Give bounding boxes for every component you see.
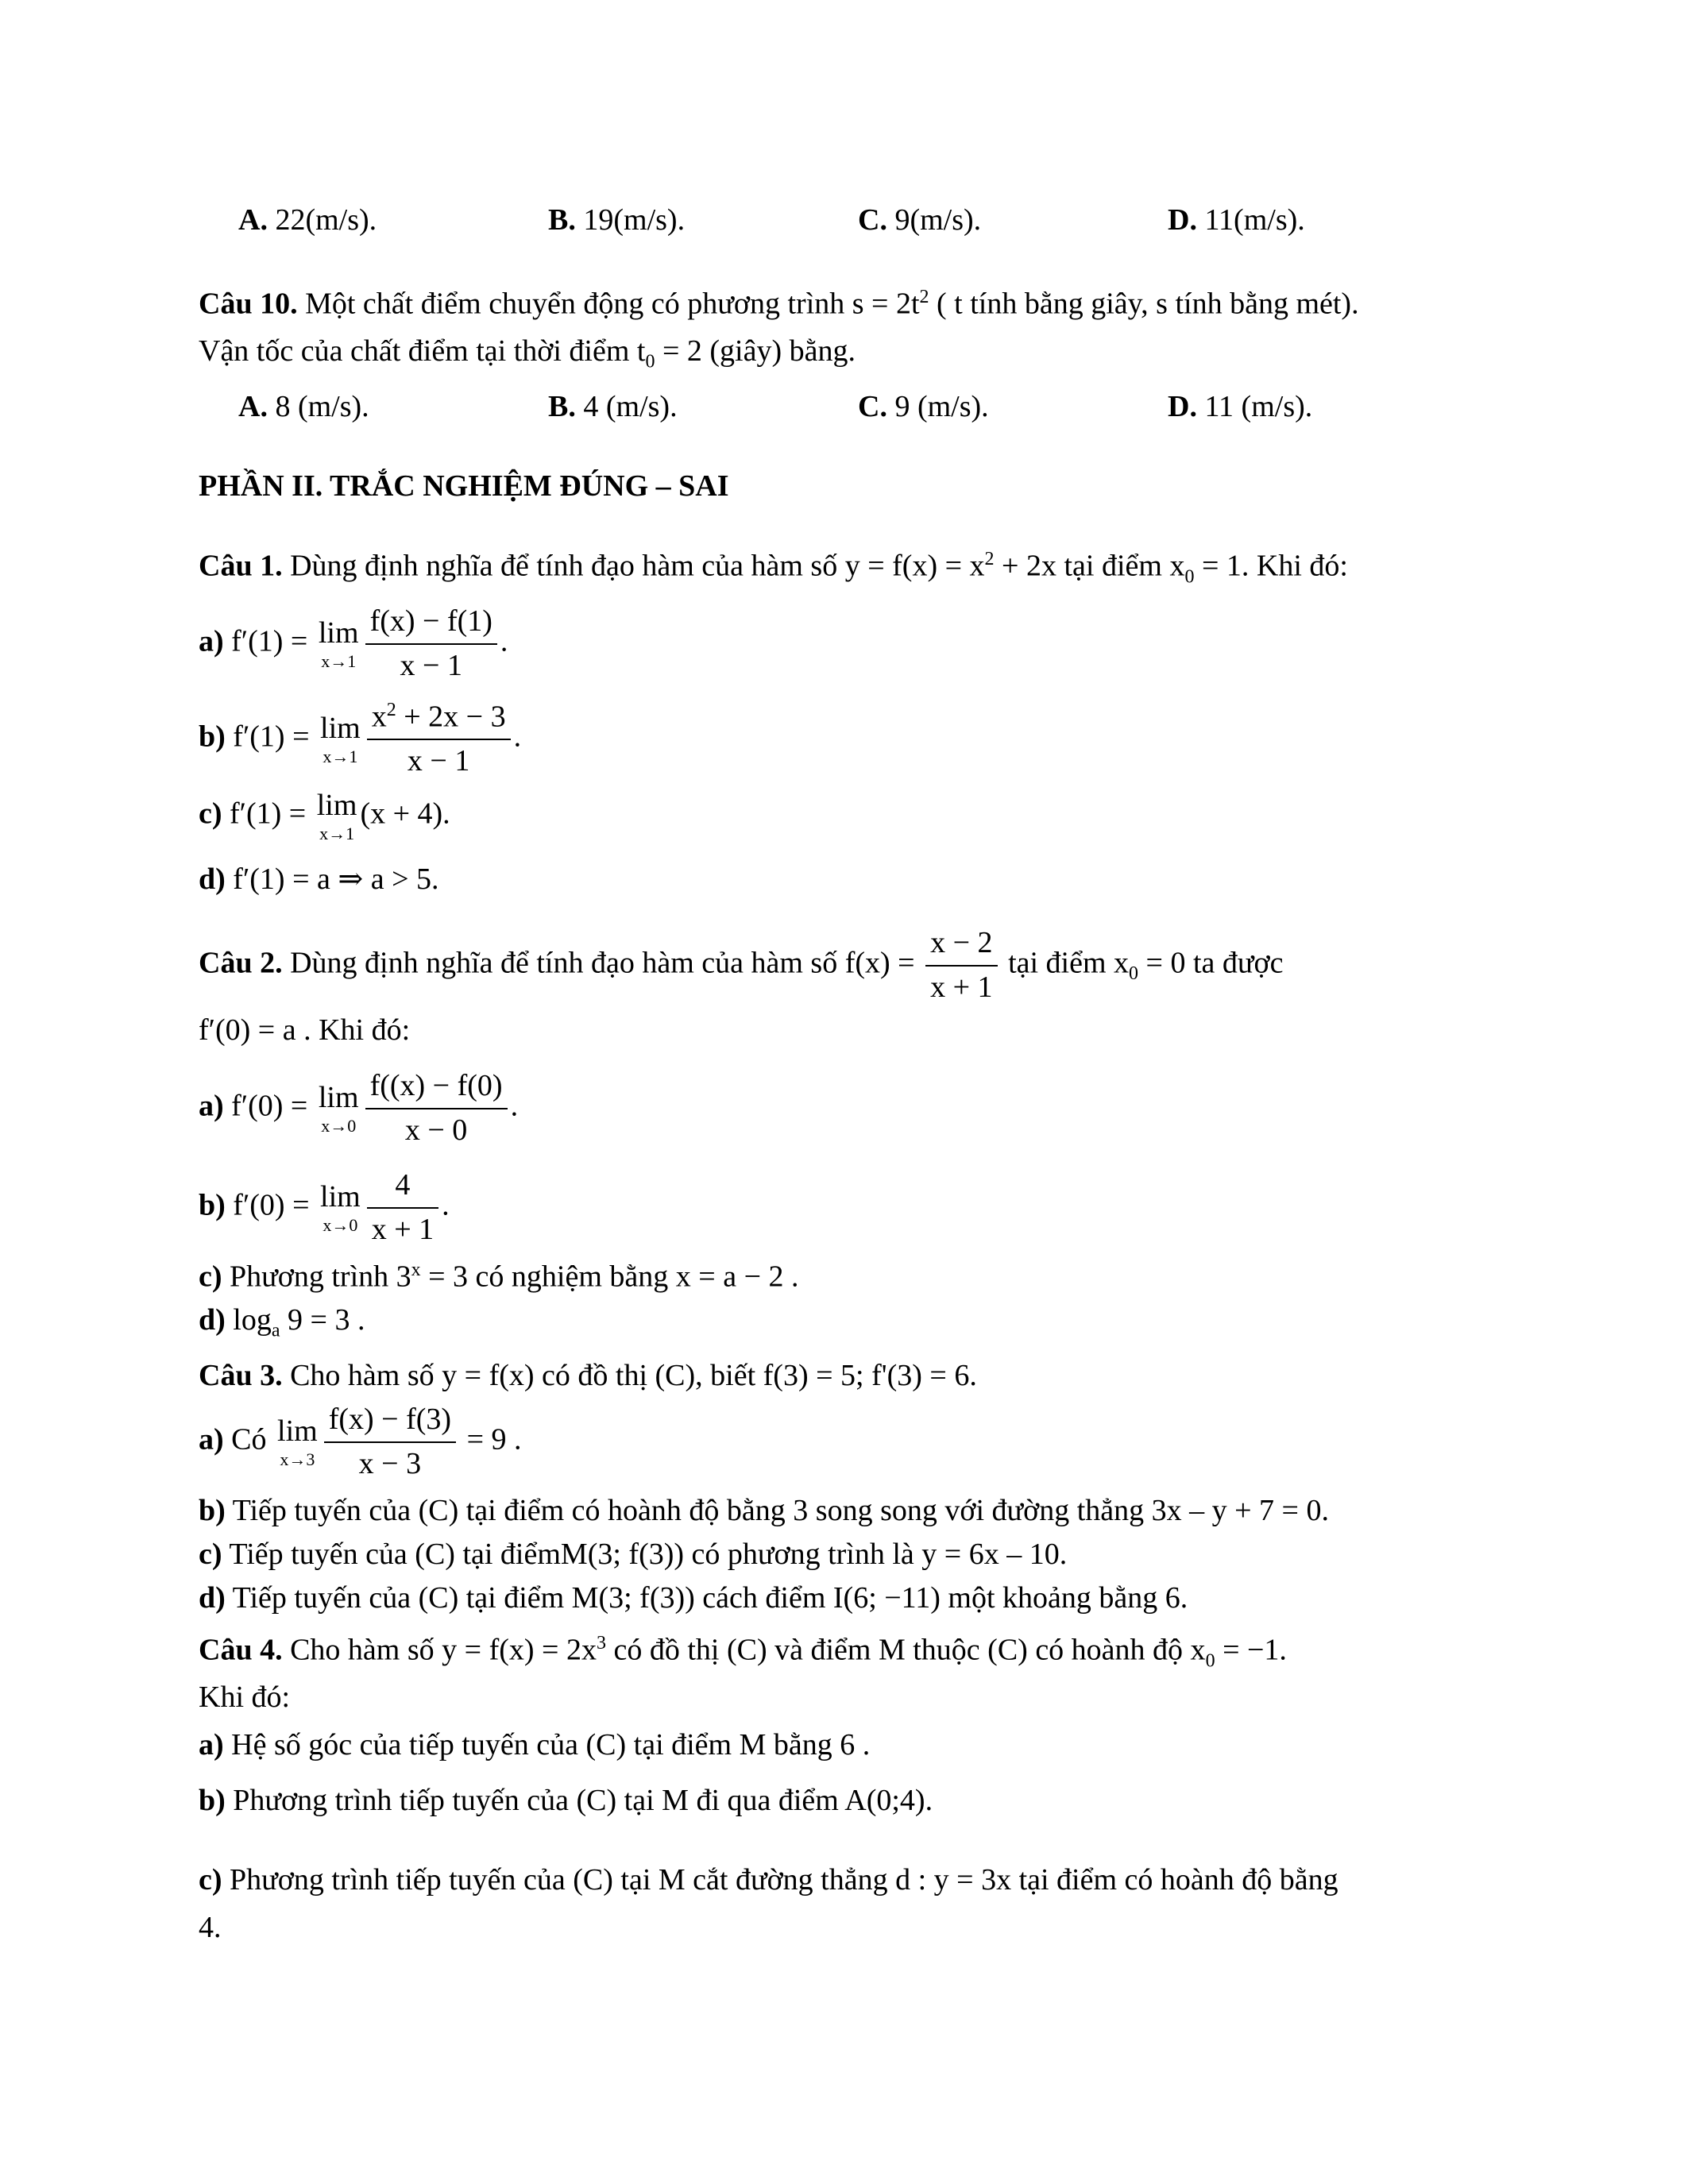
q9-option-c[interactable]: C. 9(m/s). (858, 203, 982, 237)
c2-statement-a[interactable]: a) f′(0) = lim x→0 $\frac{f((x) - f(0)}{x - 0}$ . (199, 1069, 519, 1147)
c4-statement-c-line2: 4. (199, 1911, 222, 1944)
c4-stem-line2: Khi đó: (199, 1680, 291, 1714)
q10-option-c[interactable]: C. 9 (m/s). (858, 390, 989, 423)
c1-statement-d[interactable]: d) f′(1) = a ⇒ a > 5. (199, 862, 439, 896)
q10-options (199, 389, 1485, 429)
q10-label: Câu 10. (199, 287, 298, 321)
c1-statement-c[interactable]: c) f′(1) = lim x→1 (x + 4). (199, 789, 450, 843)
q9-option-b[interactable]: B. 19(m/s). (548, 203, 686, 237)
q10-option-b[interactable]: B. 4 (m/s). (548, 390, 678, 423)
c4-stem: Câu 4. Cho hàm số $y = f(x) = 2x^3$ có đồ thị (C) và điểm M thuộc (C) có hoành độ $x_0 = -1$. (199, 1633, 1287, 1672)
c2-statement-b[interactable]: b) f′(0) = lim x→0 $\frac{4}{x + 1}$ . (199, 1168, 450, 1246)
c1-statement-b[interactable]: b) f′(1) = lim x→1 $\frac{x^2 + 2x - 3}{x - 1}$ . (199, 700, 522, 778)
c4-statement-a[interactable]: a) Hệ số góc của tiếp tuyến của (C) tại điểm M bằng 6 . (199, 1728, 871, 1761)
c3-stem: Câu 3. Cho hàm số y = f(x) có đồ thị (C), biết f(3) = 5; f'(3) = 6. (199, 1359, 977, 1392)
q9-options (199, 203, 1485, 242)
c1-statement-a[interactable]: a) f′(1) = lim x→1 $\frac{f(x) - f(1)}{x - 1}$ . (199, 604, 508, 682)
c2-stem: Câu 2. Dùng định nghĩa để tính đạo hàm của hàm số f(x) = $\frac{x - 2}{x + 1}$ tại điểm $x_0 = 0$ ta được (199, 926, 1284, 1004)
c2-statement-c[interactable]: c) Phương trình $3^x = 3$ có nghiệm bằng x = a − 2 . (199, 1260, 799, 1294)
c4-statement-b[interactable]: b) Phương trình tiếp tuyến của (C) tại M đi qua điểm A(0;4). (199, 1784, 933, 1817)
q10-option-a[interactable]: A. 8 (m/s). (238, 390, 369, 423)
c3-statement-a[interactable]: a) Có lim x→3 $\frac{f(x) - f(3)}{x - 3}$ = 9 . (199, 1403, 522, 1480)
part2-title: PHẦN II. TRẮC NGHIỆM ĐÚNG – SAI (199, 469, 729, 503)
c3-statement-d[interactable]: d) Tiếp tuyến của (C) tại điểm M(3; f(3)) cách điểm I(6; −11) một khoảng bằng 6. (199, 1581, 1188, 1615)
q10-line1: Câu 10. Một chất điểm chuyển động có phương trình $s = 2t^2$ ( t tính bằng giây, s tính bằng mét). (199, 287, 1359, 321)
q10-option-d[interactable]: D. 11 (m/s). (1168, 390, 1313, 423)
c2-statement-d[interactable]: d) $\log_a 9 = 3$ . (199, 1303, 365, 1341)
q9-option-d[interactable]: D. 11(m/s). (1168, 203, 1305, 237)
document-page (199, 0, 1485, 2184)
c4-statement-c[interactable]: c) Phương trình tiếp tuyến của (C) tại M cắt đường thẳng d : y = 3x tại điểm có hoành độ bằng (199, 1863, 1338, 1897)
c3-statement-b[interactable]: b) Tiếp tuyến của (C) tại điểm có hoành độ bằng 3 song song với đường thẳng 3x – y + 7 = 0. (199, 1494, 1329, 1527)
q9-option-a[interactable]: A. 22(m/s). (238, 203, 377, 237)
q10-line2: Vận tốc của chất điểm tại thời điểm $t_0 = 2$ (giây) bằng. (199, 334, 856, 372)
c2-stem-line2: f′(0) = a . Khi đó: (199, 1013, 411, 1047)
c3-statement-c[interactable]: c) Tiếp tuyến của (C) tại điểmM(3; f(3)) có phương trình là y = 6x – 10. (199, 1538, 1068, 1571)
c1-stem: Câu 1. Dùng định nghĩa để tính đạo hàm của hàm số $y = f(x) = x^2 + 2x$ tại điểm $x_0 = 1$. Khi đó: (199, 549, 1348, 588)
